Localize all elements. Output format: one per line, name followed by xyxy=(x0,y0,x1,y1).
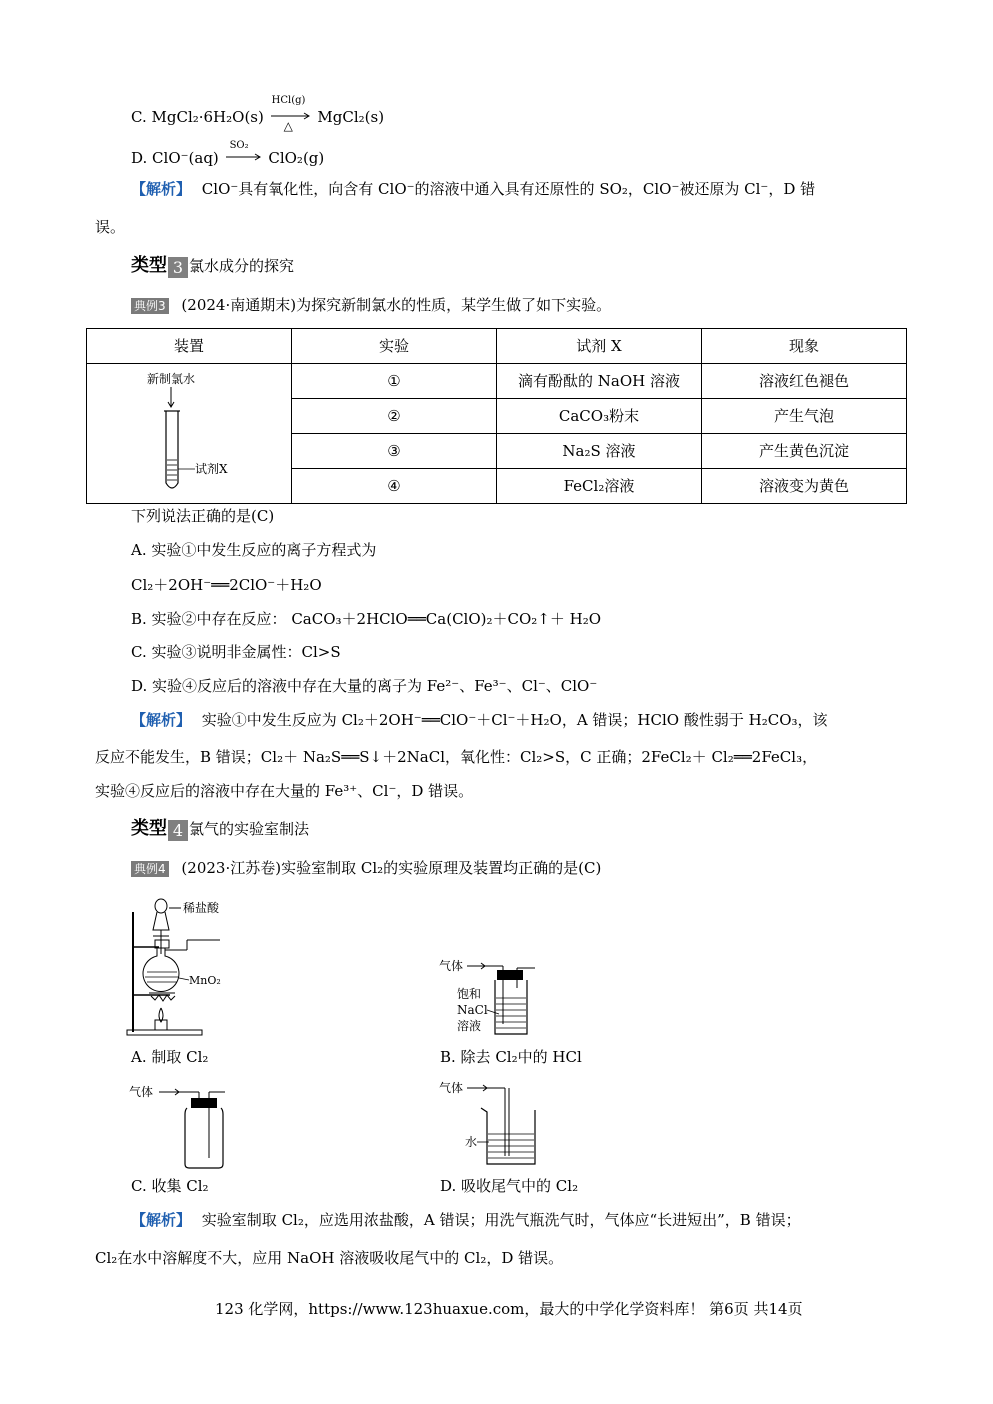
svg-text:稀盐酸: 稀盐酸 xyxy=(183,901,220,915)
reaction-arrow: HCl(g) △ xyxy=(269,104,313,128)
option-c: C. MgCl₂·6H₂O(s) HCl(g) △ MgCl₂(s) xyxy=(131,95,385,133)
example-3: 典例3 (2024·南通期末)为探究新制氯水的性质，某学生做了如下实验。 xyxy=(131,296,611,314)
svg-text:MnO₂: MnO₂ xyxy=(189,974,221,987)
svg-text:气体: 气体 xyxy=(439,959,464,973)
q3-option-a-equation: Cl₂＋2OH⁻══2ClO⁻＋H₂O xyxy=(131,576,322,594)
svg-text:饱和: 饱和 xyxy=(457,987,482,1001)
question-stem: 下列说法正确的是(C) xyxy=(131,507,275,525)
figure-a-apparatus xyxy=(125,892,235,1037)
figure-c-caption: C. 收集 Cl₂ xyxy=(131,1177,209,1195)
analysis-1-line2: 误。 xyxy=(95,218,126,236)
analysis-3-line2: 反应不能发生，B 错误；Cl₂＋ Na₂S══S↓＋2NaCl，氧化性：Cl₂>S，C 正确；2FeCl₂＋ Cl₂══2FeCl₃， xyxy=(95,748,818,766)
analysis-3-line3: 实验④反应后的溶液中存在大量的 Fe³⁺、Cl⁻，D 错误。 xyxy=(95,782,474,800)
table-row: ③ Na₂S 溶液 产生黄色沉淀 xyxy=(87,434,907,469)
q3-option-b: B. 实验②中存在反应： CaCO₃＋2HClO══Ca(ClO)₂＋CO₂↑＋ H₂O xyxy=(131,610,602,628)
figure-d-apparatus xyxy=(437,1078,547,1170)
q3-option-d: D. 实验④反应后的溶液中存在大量的离子为 Fe²⁻、Fe³⁻、Cl⁻、ClO⁻ xyxy=(131,677,598,695)
example-badge: 典例3 xyxy=(131,298,169,314)
analysis-4-line1: 【解析】 实验室制取 Cl₂，应选用浓盐酸，A 错误；用洗气瓶洗气时，气体应“长进短出”，B 错误； xyxy=(131,1211,801,1229)
svg-text:溶液: 溶液 xyxy=(457,1019,482,1033)
table-row: ④ FeCl₂溶液 溶液变为黄色 xyxy=(87,469,907,504)
figure-a-caption: A. 制取 Cl₂ xyxy=(131,1048,209,1066)
table-row: ② CaCO₃粉末 产生气泡 xyxy=(87,399,907,434)
svg-text:气体: 气体 xyxy=(439,1081,464,1095)
figure-b-caption: B. 除去 Cl₂中的 HCl xyxy=(440,1048,582,1066)
page-footer: 123 化学网，https://www.123huaxue.com，最大的中学化学资料库！ 第6页 共14页 xyxy=(215,1300,803,1318)
svg-text:气体: 气体 xyxy=(129,1085,154,1099)
type-3-heading: 类型 3 氯水成分的探究 xyxy=(131,255,295,277)
q3-option-a: A. 实验①中发生反应的离子方程式为 xyxy=(131,541,377,559)
apparatus-cell xyxy=(87,364,292,504)
svg-text:试剂X: 试剂X xyxy=(195,461,228,476)
type-4-heading: 类型 4 氯气的实验室制法 xyxy=(131,818,310,840)
option-d: D. ClO⁻(aq) SO₂ ClO₂(g) xyxy=(131,140,325,167)
table-header-row: 装置 实验 试剂 X 现象 xyxy=(87,329,907,364)
figure-d-caption: D. 吸收尾气中的 Cl₂ xyxy=(440,1177,579,1195)
analysis-4-line2: Cl₂在水中溶解度不大，应用 NaOH 溶液吸收尾气中的 Cl₂，D 错误。 xyxy=(95,1249,564,1267)
example-badge: 典例4 xyxy=(131,861,169,877)
svg-text:NaCl: NaCl xyxy=(457,1003,488,1017)
svg-text:水: 水 xyxy=(465,1135,478,1149)
table-row: 新制氯水 试剂X ① 滴有酚酞的 NaOH 溶液 溶液红色褪色 xyxy=(87,364,907,399)
example-4: 典例4 (2023·江苏卷)实验室制取 Cl₂的实验原理及装置均正确的是(C) xyxy=(131,859,601,877)
analysis-1-line1: 【解析】 ClO⁻具有氧化性，向含有 ClO⁻的溶液中通入具有还原性的 SO₂，ClO⁻被还原为 Cl⁻，D 错 xyxy=(131,180,816,198)
figure-b-apparatus xyxy=(437,956,547,1041)
figure-c-apparatus xyxy=(125,1080,235,1170)
q3-option-c: C. 实验③说明非金属性：Cl>S xyxy=(131,643,341,661)
experiment-table xyxy=(86,328,907,504)
test-tube-diagram xyxy=(87,365,291,503)
svg-text:新制氯水: 新制氯水 xyxy=(147,371,196,386)
reaction-arrow: SO₂ xyxy=(224,147,264,167)
analysis-3-line1: 【解析】 实验①中发生反应为 Cl₂＋2OH⁻══ClO⁻＋Cl⁻＋H₂O，A 错误；HClO 酸性弱于 H₂CO₃，该 xyxy=(131,711,828,729)
